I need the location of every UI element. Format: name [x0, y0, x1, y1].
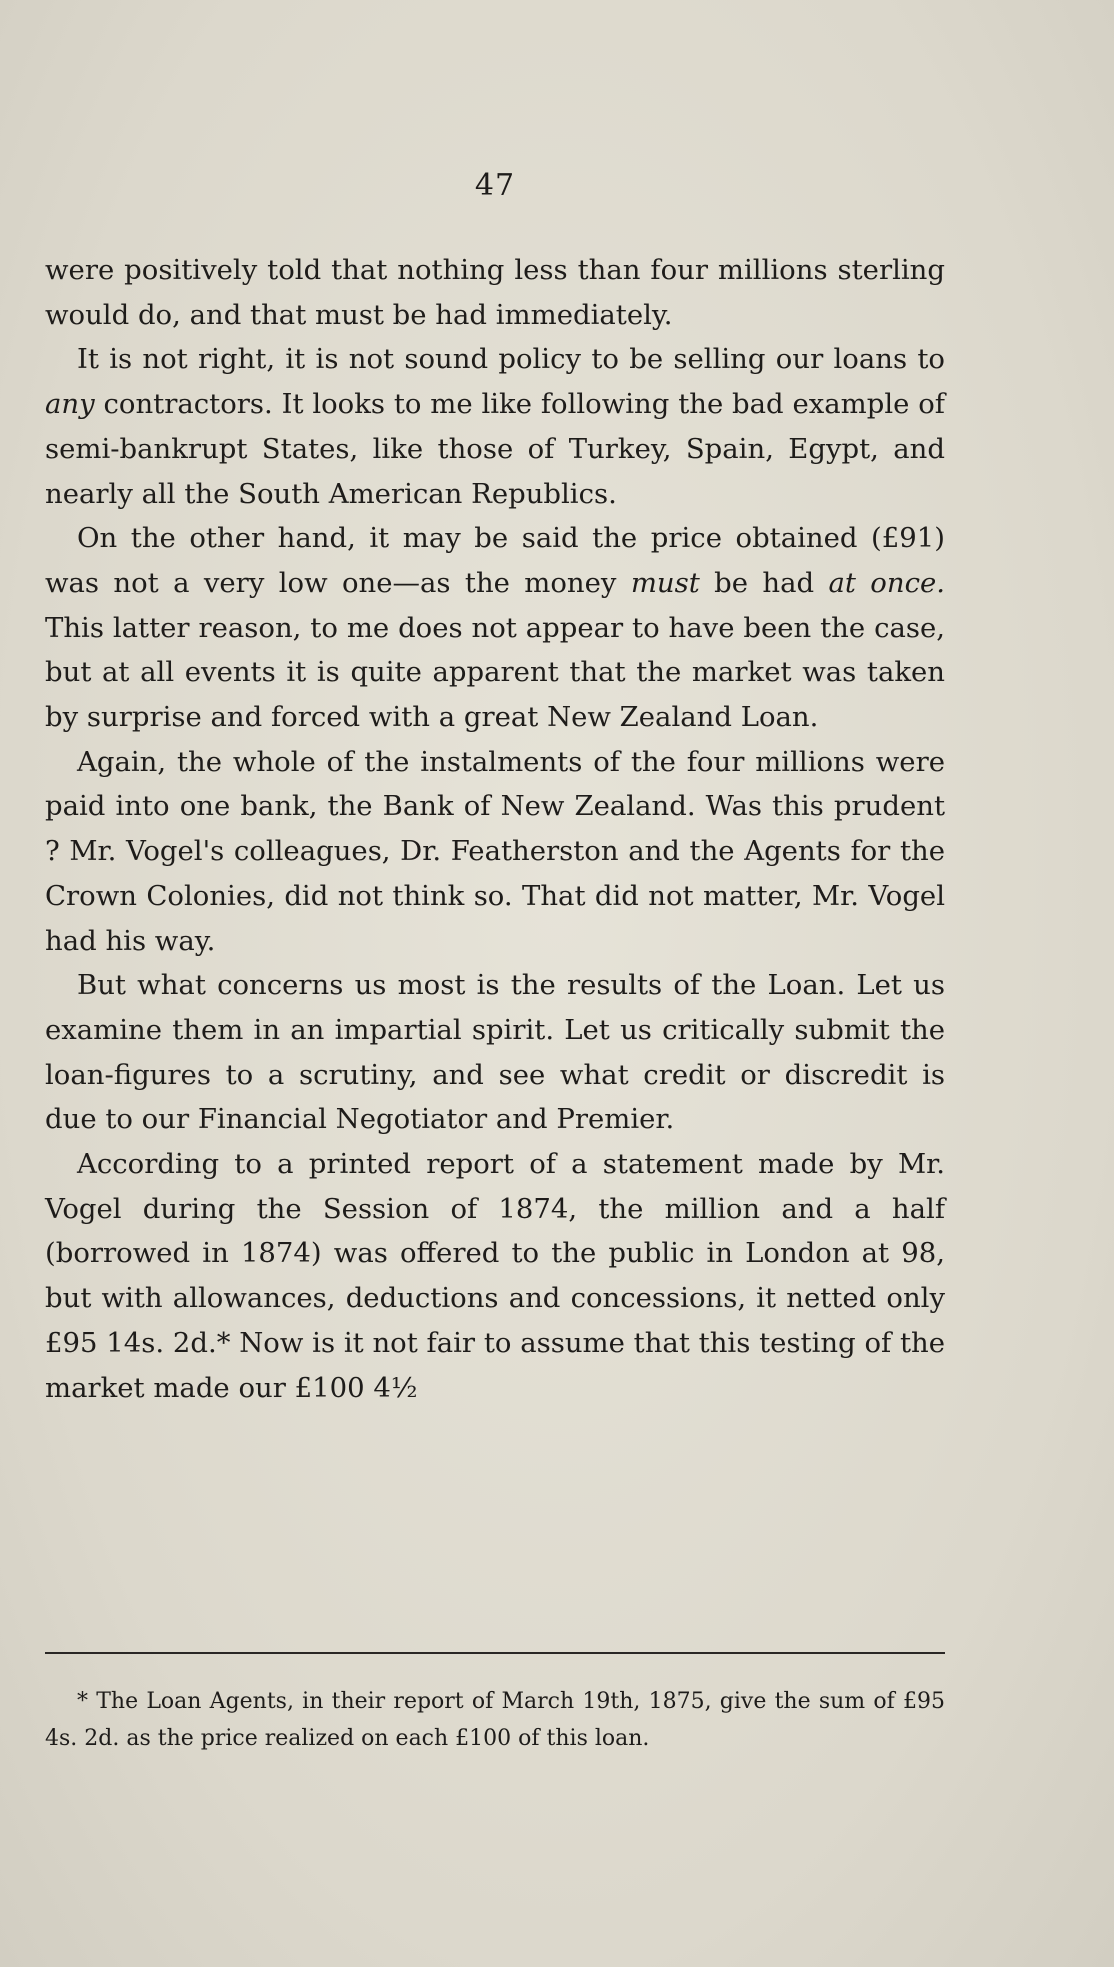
paragraph-text: It is not right, it is not sound policy to be selling our loans to [77, 343, 945, 376]
page-number: 47 [474, 168, 516, 203]
paragraph-text: contractors. It looks to me like following the bad example of semi-bankrupt States, like those of Turkey, Spain, Egypt, and nearly all the South American Republics. [45, 388, 945, 510]
paragraph [45, 740, 945, 964]
paragraph [45, 248, 945, 337]
paragraph [45, 516, 945, 740]
footnote-rule [45, 1652, 945, 1654]
italic-text: must [630, 566, 700, 599]
paragraph-text: According to a printed report of a statement made by Mr. Vogel during the Session of 1874, the million and a half (borrowed in 1874) was offered to the public in London at 98, but with allowances, deductions and concessions, it netted only £95 14s. 2d.* Now is it not fair to assume that this testing of the market made our £100 4½ [45, 1148, 945, 1404]
paragraph [45, 337, 945, 516]
body-text [45, 248, 945, 1410]
paragraph-text: were positively told that nothing less than four millions sterling would do, and that must be had immediately. [45, 254, 945, 331]
paragraph [45, 1142, 945, 1410]
paragraph-text: This latter reason, to me does not appear to have been the case, but at all events it is quite apparent that the market was taken by surprise and forced with a great New Zealand Loan. [45, 611, 945, 734]
italic-text: any [45, 388, 95, 421]
paragraph [45, 963, 945, 1142]
paragraph-text: But what concerns us most is the results of the Loan. Let us examine them in an impartial spirit. Let us critically submit the loan-figures to a scrutiny, and see what credit or discredit is due to our Financial Negotiator and Premier. [45, 969, 945, 1136]
footnote: * The Loan Agents, in their report of March 19th, 1875, give the sum of £95 4s. 2d. as the price realized on each £100 of this loan. [45, 1689, 945, 1751]
paragraph-text: On the other hand, it may be said the price obtained (£91) was not a very low one—as the money [45, 522, 945, 599]
italic-text: at once. [828, 566, 945, 599]
paragraph-text: Again, the whole of the instalments of the four millions were paid into one bank, the Bank of New Zealand. Was this prudent ? Mr. Vogel's colleagues, Dr. Featherston and the Agents for the Crown Colonies, did not think so. That did not matter, Mr. Vogel had his way. [45, 745, 945, 957]
paragraph-text: be had [699, 566, 829, 599]
